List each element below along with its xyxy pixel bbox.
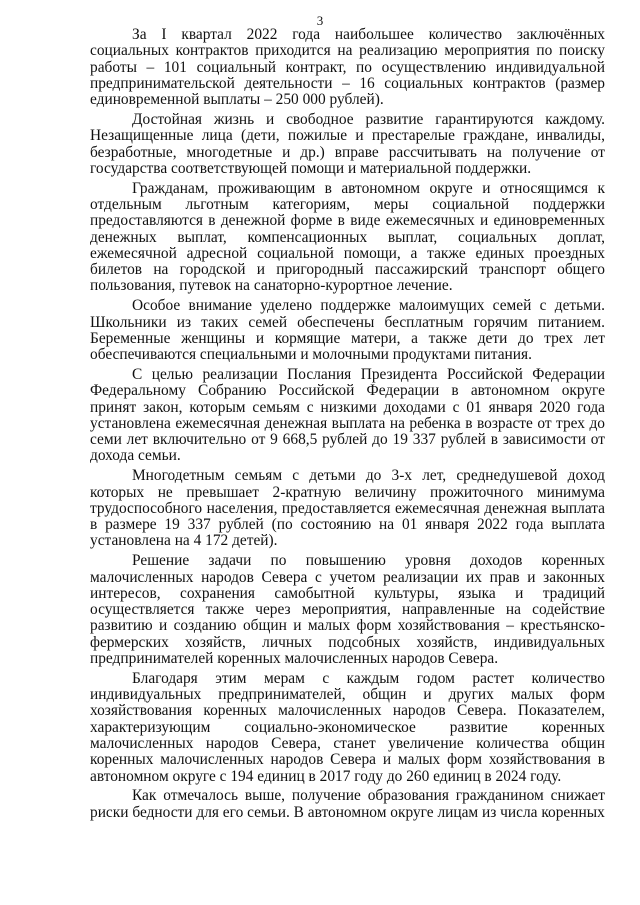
page-number: 3 (316, 13, 324, 28)
paragraph-child-payment-law: С целью реализации Послания Президента Российской Федерации Федеральному Собранию Российской Федерации в автономном округе принят закон, которым семьям с низкими доходами с 01 января 2020 года установлена ежемесячная денежная выплата на ребенка в возрасте от трех до семи лет включительно от 9 668,5 рублей до 19 337 рублей в зависимости от дохода семьи. (90, 365, 605, 465)
paragraph-large-families: Многодетным семьям с детьми до 3-х лет, среднедушевой доход которых не превышает 2-кратную величину прожиточного минимума трудоспособного населения, предоставляется ежемесячная денежная выплата в размере 19 337 рублей (по состоянию на 01 января 2022 года выплата установлена на 4 172 детей). (90, 467, 605, 550)
paragraph-indigenous-growth: Благодаря этим мерам с каждым годом растет количество индивидуальных предпринимателей, общин и других малых форм хозяйствования коренных малочисленных народов Севера. Показателем, характеризующим социально-экономическое развитие коренных малочисленных народов Севера, станет увеличение количества общин коренных малочисленных народов Севера и малых форм хозяйствования в автономном округе с 194 единиц в 2017 году до 260 единиц в 2024 году. (90, 669, 605, 785)
paragraph-social-contracts: За I квартал 2022 года наибольшее количество заключённых социальных контрактов приходится на реализацию мероприятия по поиску работы – 101 социальный контракт, по осуществлению индивидуальной предпринимательской деятельности – 16 социальных контрактов (размер единовременной выплаты – 250 000 рублей). (90, 26, 605, 109)
paragraph-state-support: Достойная жизнь и свободное развитие гарантируются каждому. Незащищенные лица (дети, пожилые и престарелые граждане, инвалиды, безработные, многодетные и др.) вправе рассчитывать на получение от государства соответствующей помощи и материальной поддержки. (90, 110, 605, 177)
paragraph-education: Как отмечалось выше, получение образования гражданином снижает риски бедности для его семьи. В автономном округе лицам из числа коренных (90, 787, 605, 821)
document-body (90, 27, 605, 821)
paragraph-indigenous-income: Решение задачи по повышению уровня доходов коренных малочисленных народов Севера с учетом реализации их прав и законных интересов, сохранения самобытной культуры, языка и традиций осуществляется также через мероприятия, направленные на содействие развитию и созданию общин и малых форм хозяйствования – крестьянско-фермерских хозяйств, личных подсобных хозяйств, индивидуальных предпринимателей коренных малочисленных народов Севера. (90, 552, 605, 667)
paragraph-low-income-families: Особое внимание уделено поддержке малоимущих семей с детьми. Школьники из таких семей обеспечены бесплатным горячим питанием. Беременные женщины и кормящие матери, а также дети до трех лет обеспечиваются специальными и молочными продуктами питания. (90, 297, 605, 364)
paragraph-benefit-categories: Гражданам, проживающим в автономном округе и относящимся к отдельным льготным категориям, меры социальной поддержки предоставляются в денежной форме в виде ежемесячных и единовременных денежных выплат, компенсационных выплат, социальных доплат, ежемесячной адресной социальной помощи, а также единых проездных билетов на городской и пригородный пассажирский транспорт общего пользования, путевок на санаторно-курортное лечение. (90, 179, 605, 295)
